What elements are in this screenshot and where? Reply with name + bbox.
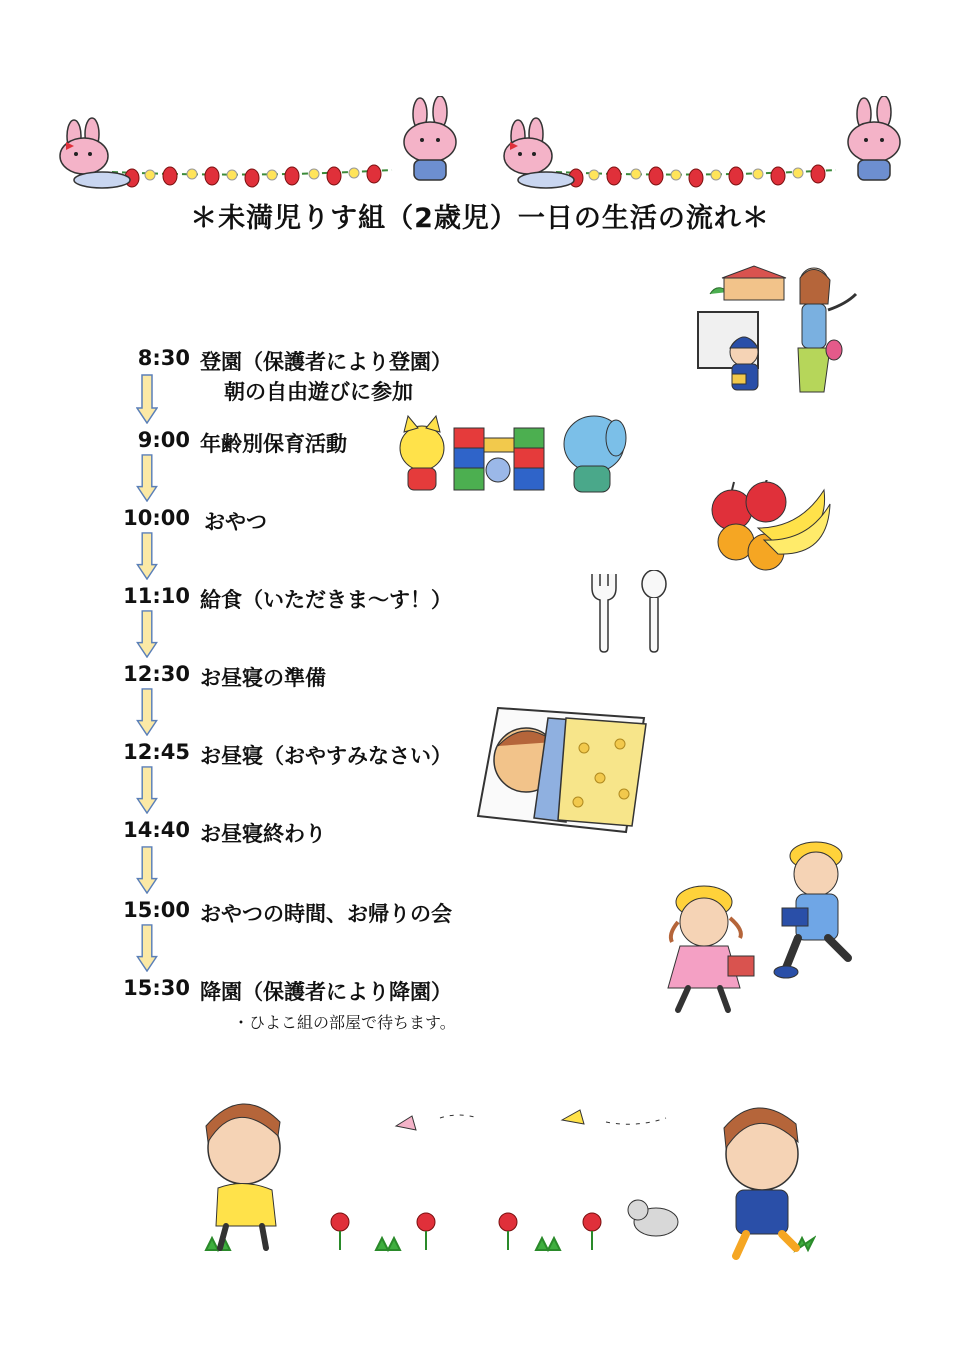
schedule-activity: お昼寝（おやすみなさい）	[200, 744, 452, 768]
page-title: ＊未満児りす組（2歳児）一日の生活の流れ＊	[190, 203, 770, 234]
schedule-activity: 降園（保護者により降園）	[200, 980, 452, 1004]
schedule-activity: お昼寝終わり	[200, 822, 326, 846]
schedule-time: 12:30	[123, 662, 190, 686]
bunny-strawberry-garland-left	[52, 96, 472, 192]
down-arrow-icon	[136, 610, 158, 658]
schedule-time: 14:40	[123, 818, 190, 842]
down-arrow-icon	[136, 924, 158, 972]
garden-children-scene	[196, 1098, 816, 1262]
schedule-note: ・ひよこ組の部屋で待ちます。	[233, 1013, 456, 1032]
fork-spoon-icon	[588, 570, 680, 654]
down-arrow-icon	[136, 688, 158, 736]
schedule-activity: 給食（いただきま～す！）	[200, 588, 452, 612]
schedule-time: 12:45	[123, 740, 190, 764]
down-arrow-icon	[136, 374, 158, 424]
fruit-snack-icon	[704, 480, 834, 572]
schedule-time: 10:00	[123, 506, 190, 530]
schedule-time: 9:00	[137, 428, 190, 452]
blocks-play-icon	[394, 408, 634, 504]
schedule-activity: 年齢別保育活動	[200, 432, 347, 456]
schedule-activity: おやつの時間、お帰りの会	[200, 902, 452, 926]
down-arrow-icon	[136, 532, 158, 580]
down-arrow-icon	[136, 766, 158, 814]
school-dropoff-icon	[696, 264, 866, 414]
schedule-time: 8:30	[137, 346, 190, 370]
schedule-activity: 登園（保護者により登園）	[200, 350, 452, 374]
nap-futon-icon	[474, 698, 654, 838]
schedule-detail: 朝の自由遊びに参加	[224, 380, 413, 404]
down-arrow-icon	[136, 846, 158, 894]
schedule-activity: お昼寝の準備	[200, 666, 326, 690]
schedule-time: 11:10	[123, 584, 190, 608]
schedule-activity: おやつ	[204, 510, 267, 534]
down-arrow-icon	[136, 454, 158, 502]
schedule-time: 15:00	[123, 898, 190, 922]
bunny-strawberry-garland-right	[496, 96, 916, 192]
schedule-time: 15:30	[123, 976, 190, 1000]
children-going-home-icon	[648, 838, 870, 1018]
